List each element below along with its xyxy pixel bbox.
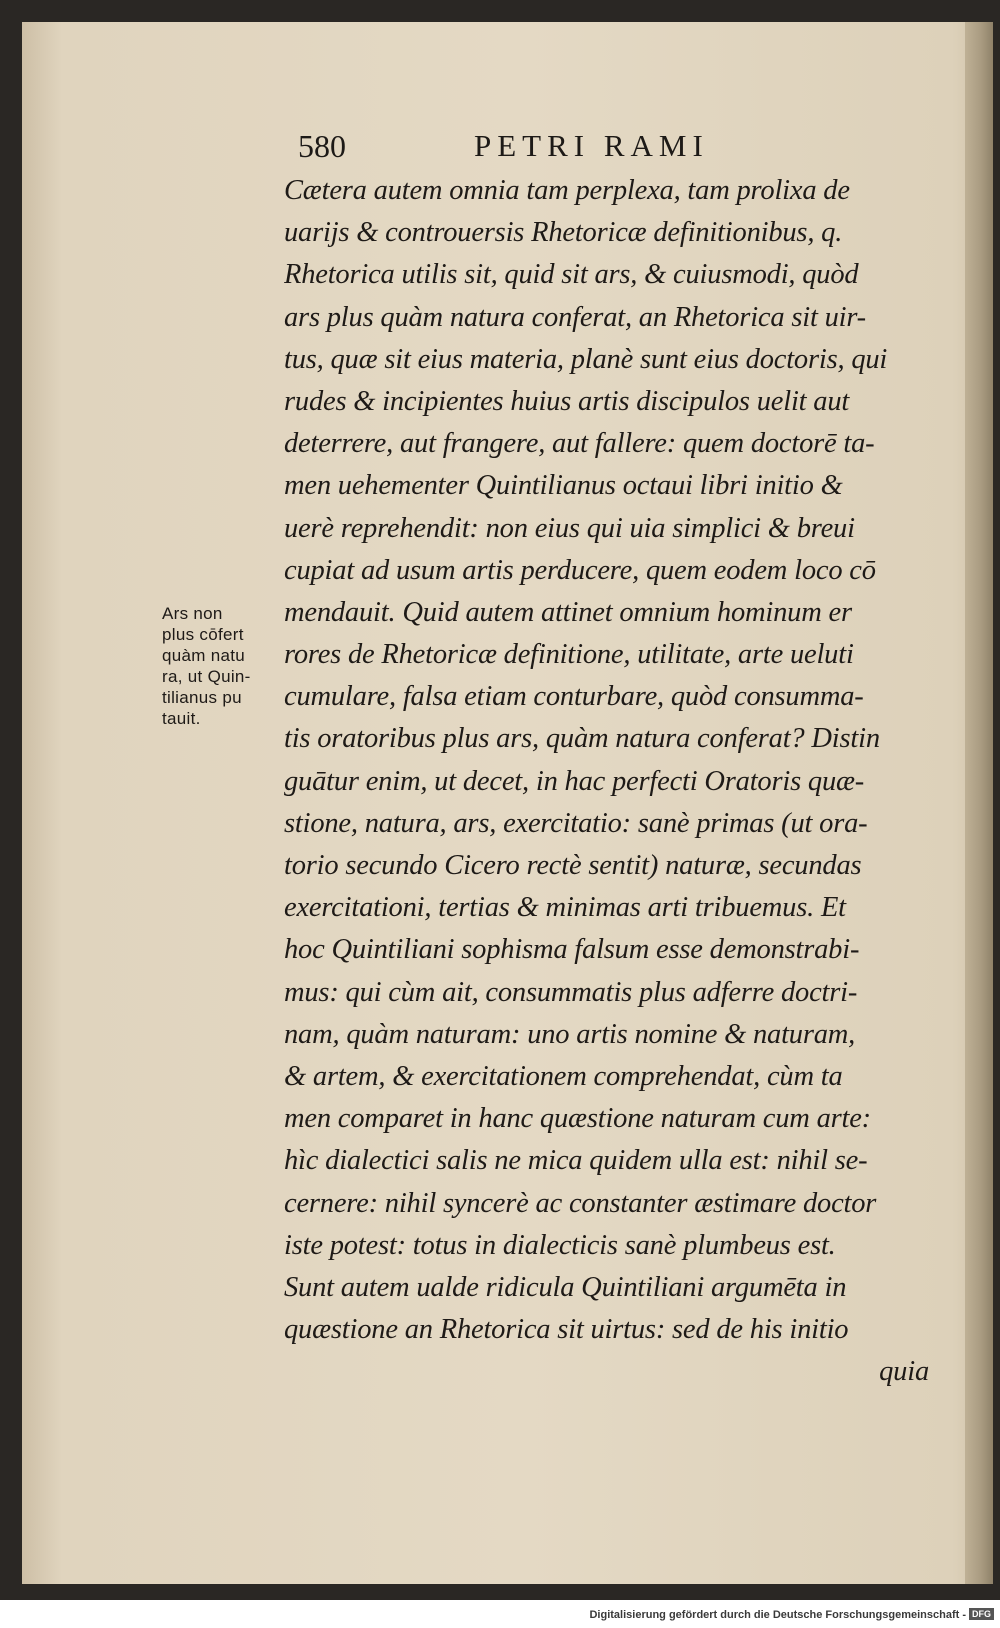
body-text — [284, 170, 969, 1393]
marginal-note-line: tauit. — [162, 709, 201, 728]
text-line: hoc Quintiliani sophisma falsum esse demonstrabi- — [284, 934, 860, 966]
text-line: men uehementer Quintilianus octaui libri initio & — [284, 470, 843, 502]
marginal-note-line: tilianus pu — [162, 688, 242, 707]
text-line: torio secundo Cicero rectè sentit) naturæ, secundas — [284, 850, 862, 881]
funding-credit: Digitalisierung gefördert durch die Deutsche Forschungsgemeinschaft - — [589, 1609, 966, 1621]
text-line: stione, natura, ars, exercitatio: sanè primas (ut ora- — [284, 807, 868, 839]
marginal-note — [162, 603, 290, 729]
text-line: Cætera autem omnia tam perplexa, tam prolixa de — [284, 175, 850, 206]
text-line: guātur enim, ut decet, in hac perfecti Oratoris quæ- — [284, 765, 865, 797]
text-line: Rhetorica utilis sit, quid sit ars, & cuiusmodi, quòd — [284, 259, 859, 291]
dfg-logo: DFG — [969, 1608, 994, 1620]
text-line: hìc dialectici salis ne mica quidem ulla est: nihil se- — [284, 1145, 868, 1177]
text-line: tus, quæ sit eius materia, planè sunt eius doctoris, qui — [284, 343, 888, 375]
text-line: deterrere, aut frangere, aut fallere: quem doctorē ta- — [284, 428, 875, 460]
text-line: nam, quàm naturam: uno artis nomine & naturam, — [284, 1018, 856, 1050]
page-number: 580 — [298, 128, 346, 164]
text-line: quæstione an Rhetorica sit uirtus: sed de his initio — [284, 1314, 849, 1346]
text-line: mus: qui cùm ait, consummatis plus adferre doctri- — [284, 976, 858, 1008]
marginal-note-line: ra, ut Quin- — [162, 667, 251, 686]
text-line: ars plus quàm natura conferat, an Rhetorica sit uir- — [284, 301, 866, 333]
marginal-note-line: plus cōfert — [162, 625, 244, 644]
page-gutter — [965, 22, 993, 1584]
text-line: cupiat ad usum artis perducere, quem eodem loco cō — [284, 554, 876, 586]
text-line: & artem, & exercitationem comprehendat, cùm ta — [284, 1060, 843, 1092]
catchword: quia — [879, 1356, 929, 1388]
page-header — [298, 128, 998, 172]
marginal-note-line: quàm natu — [162, 646, 246, 665]
text-line: rores de Rhetoricæ definitione, utilitate, arte ueluti — [284, 639, 854, 671]
text-line: Sunt autem ualde ridicula Quintiliani argumēta in — [284, 1271, 847, 1303]
text-line: cernere: nihil syncerè ac constanter æstimare doctor — [284, 1187, 877, 1219]
text-line: iste potest: totus in dialecticis sanè plumbeus est. — [284, 1229, 836, 1261]
text-line: mendauit. Quid autem attinet omnium hominum er — [284, 596, 852, 628]
text-line: uarijs & controuersis Rhetoricæ definitionibus, q. — [284, 217, 843, 249]
text-line: men comparet in hanc quæstione naturam cum arte: — [284, 1103, 871, 1135]
digitization-footer — [0, 1600, 1000, 1628]
marginal-note-line: Ars non — [162, 604, 223, 623]
text-line: cumulare, falsa etiam conturbare, quòd consumma- — [284, 681, 864, 713]
running-head: PETRI RAMI — [474, 128, 709, 163]
text-line: rudes & incipientes huius artis discipulos uelit aut — [284, 385, 850, 417]
text-line: exercitationi, tertias & minimas arti tribuemus. Et — [284, 892, 846, 924]
text-line: tis oratoribus plus ars, quàm natura conferat? Distin — [284, 723, 880, 755]
text-line: uerè reprehendit: non eius qui uia simplici & breui — [284, 512, 855, 544]
